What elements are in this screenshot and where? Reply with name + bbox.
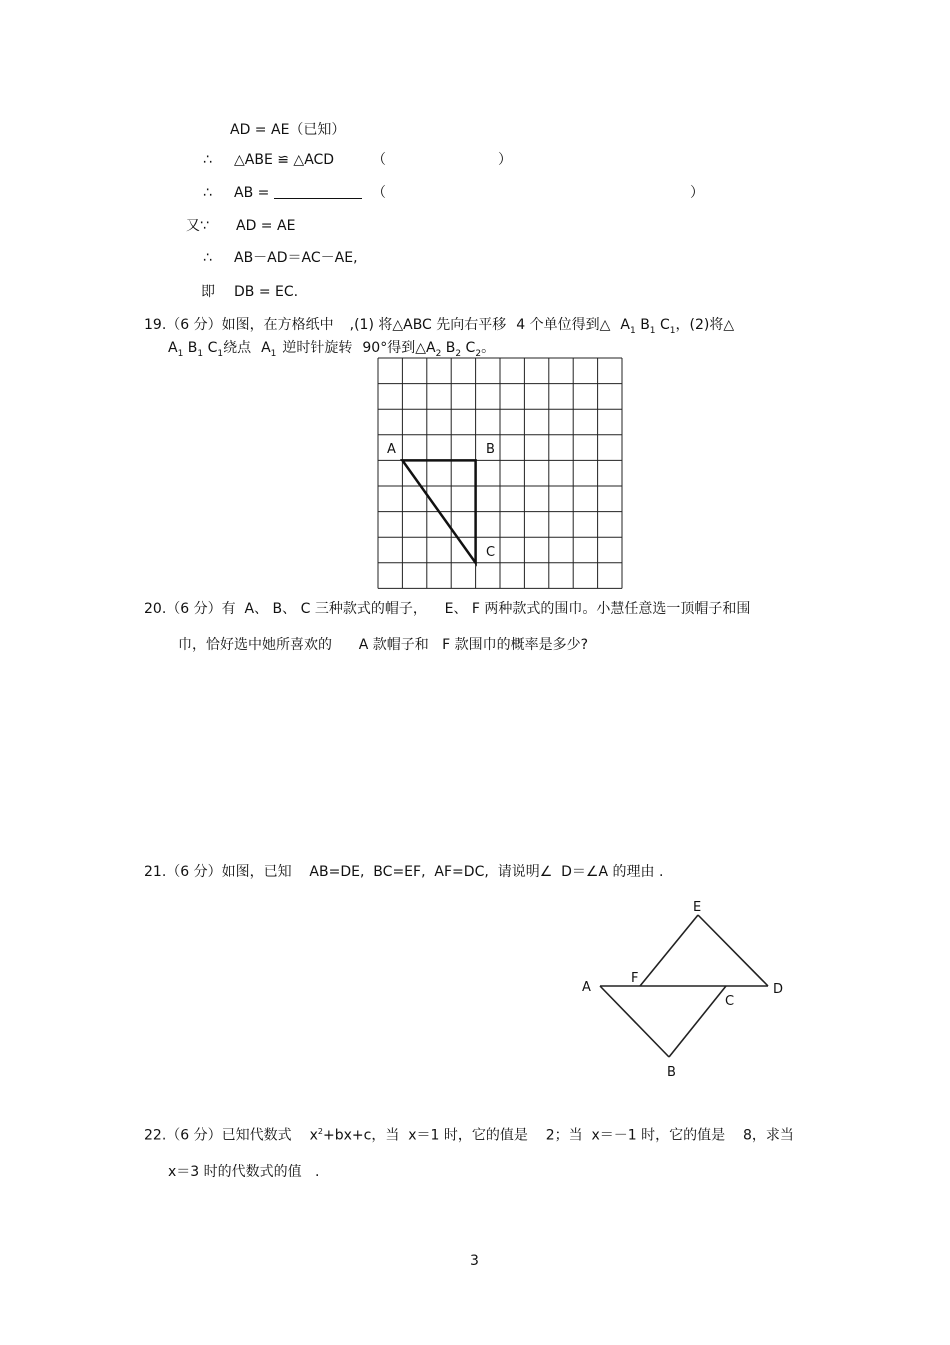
question-20-line-1 — [144, 600, 750, 618]
proof-paren-close: ） — [498, 152, 512, 168]
q22-text-a: （6 分）已知代数式 — [166, 1127, 292, 1144]
subscript: 1 — [197, 348, 204, 359]
proof-line-6: DB = EC. — [234, 284, 299, 300]
question-20-line-2: 巾，恰好选中她所喜欢的 A 款帽子和 F 款围巾的概率是多少? — [178, 637, 589, 653]
question-number: 21. — [144, 864, 167, 880]
q19-text-e: B — [640, 317, 650, 333]
label-c: C — [486, 545, 496, 560]
q19-text-d: A — [261, 340, 271, 356]
segment-bc — [669, 986, 726, 1057]
q19-text-l: C — [465, 340, 476, 356]
proof-paren-close: ） — [690, 185, 704, 201]
proof-line-6-prefix: 即 — [201, 284, 215, 300]
label-c: C — [725, 994, 735, 1009]
proof-line-1: AD = AE（已知） — [230, 122, 346, 138]
q19-text-d: A — [620, 317, 630, 333]
label-d: D — [773, 982, 784, 997]
subscript: 2 — [455, 348, 462, 359]
segment-ed — [698, 915, 768, 986]
proof-line-3 — [234, 184, 362, 202]
q19-text-k: B — [445, 340, 456, 356]
q19-text-e: B — [187, 340, 198, 356]
question-22-line-1 — [144, 1123, 794, 1145]
label-f: F — [631, 971, 639, 986]
question-number: 20. — [144, 601, 167, 617]
question-21-line-1 — [144, 863, 663, 881]
q19-text-d: A — [168, 340, 178, 356]
subscript: 1 — [217, 348, 224, 359]
segment-ab — [600, 986, 669, 1057]
label-e: E — [693, 900, 702, 915]
question-number: 19. — [144, 317, 167, 333]
subscript: 1 — [649, 325, 656, 336]
label-a: A — [387, 442, 396, 457]
q19-text-h: 绕点 — [223, 340, 252, 356]
proof-line-4: AD = AE — [236, 218, 296, 234]
grid-figure — [370, 350, 640, 600]
q20-line-1-text: （6 分）有 A、 B、 C 三种款式的帽子， E、 F 两种款式的围巾。小慧任意选一顶帽子和围 — [166, 601, 751, 617]
subscript: 2 — [435, 348, 442, 359]
q19-text-g: ，(2)将△ — [675, 317, 735, 333]
q19-text-j: 90°得到△A — [362, 340, 436, 356]
segment-fe — [640, 915, 698, 986]
label-a: A — [582, 980, 591, 995]
subscript: 1 — [669, 325, 676, 336]
grid-lines — [378, 358, 622, 588]
proof-line-5: AB－AD＝AC－AE, — [234, 250, 358, 266]
q19-text-f: C — [207, 340, 218, 356]
proof-line-4-prefix: 又∵ — [186, 218, 209, 234]
q19-text-c: 4 个单位得到△ — [516, 317, 611, 333]
subscript: 1 — [177, 348, 184, 359]
q22-text-x: x — [309, 1127, 318, 1144]
subscript: 1 — [630, 325, 636, 336]
therefore-symbol: ∴ — [203, 152, 212, 168]
subscript: 1 — [270, 348, 277, 359]
label-b: B — [486, 442, 495, 457]
question-22-line-2: x＝3 时的代数式的值 . — [168, 1164, 320, 1180]
q19-text-i: 逆时针旋转 — [282, 340, 353, 356]
proof-line-3-text: AB = — [234, 185, 270, 201]
question-number: 22. — [144, 1127, 167, 1144]
question-19-line-1 — [144, 316, 734, 340]
subscript: 2 — [475, 348, 482, 359]
therefore-symbol: ∴ — [203, 250, 212, 266]
q21-text: （6 分）如图，已知 AB=DE, BC=EF, AF=DC, 请说明∠ D＝∠A 的理由 . — [166, 864, 664, 880]
q19-text-a: （6 分）如图，在方格纸中 — [166, 317, 334, 333]
q19-text-b: ,(1) 将△ABC 先向右平移 — [349, 317, 507, 333]
geometry-figure — [570, 895, 800, 1085]
proof-paren-open: （ — [372, 185, 386, 201]
proof-paren-open: （ — [372, 152, 386, 168]
label-b: B — [667, 1065, 676, 1080]
q22-text-b: +bx+c，当 x＝1 时，它的值是 2；当 x＝－1 时，它的值是 8，求当 — [323, 1127, 794, 1144]
page-number: 3 — [470, 1253, 479, 1269]
q19-text-m: 。 — [481, 340, 496, 356]
answer-blank[interactable] — [274, 184, 362, 199]
superscript: 2 — [317, 1127, 324, 1136]
therefore-symbol: ∴ — [203, 185, 212, 201]
proof-line-2: △ABE ≌ △ACD — [234, 152, 335, 168]
q19-text-f: C — [659, 317, 670, 333]
